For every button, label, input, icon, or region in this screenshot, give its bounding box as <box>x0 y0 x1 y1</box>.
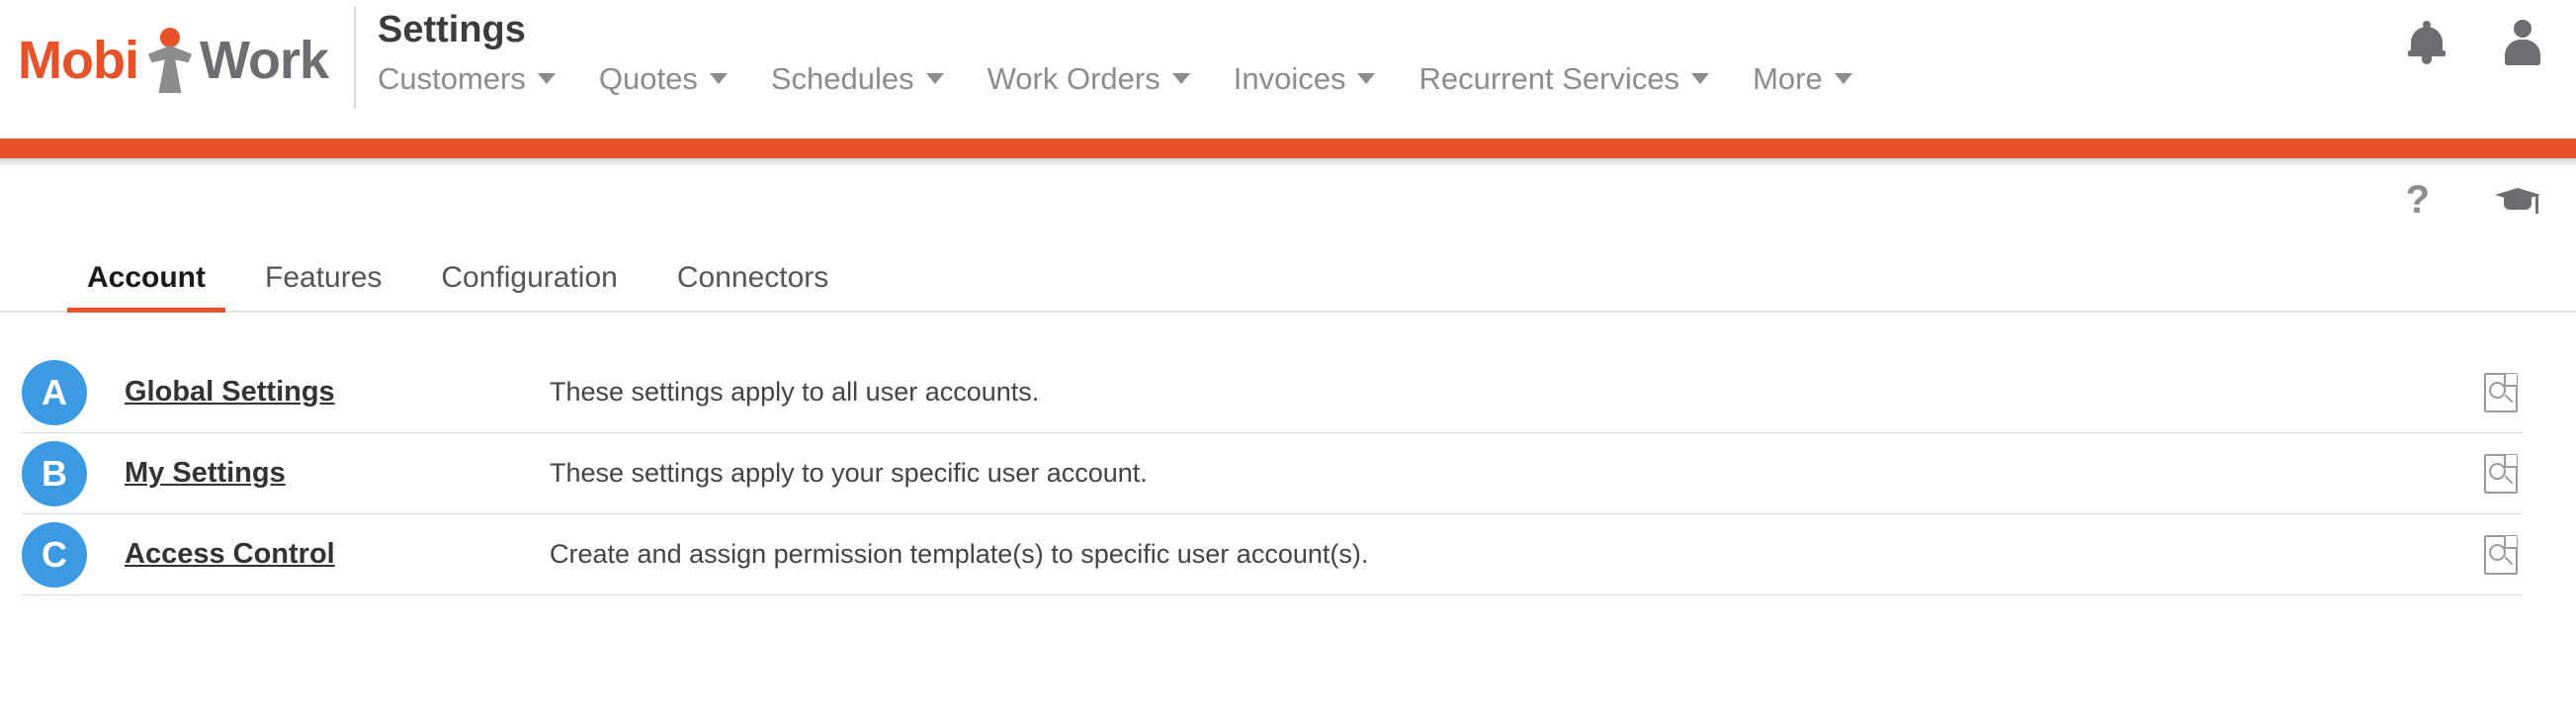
chevron-down-icon <box>710 73 728 84</box>
person-icon <box>138 26 200 95</box>
document-preview-icon[interactable] <box>2484 535 2518 575</box>
utility-row <box>0 168 2576 239</box>
settings-list <box>0 313 2576 595</box>
nav-label-invoices: Invoices <box>1233 60 1346 96</box>
logo-text-work: Work <box>199 31 328 90</box>
nav-label-work-orders: Work Orders <box>987 60 1160 96</box>
accent-bar <box>0 138 2576 158</box>
table-row <box>22 514 2522 595</box>
header-main <box>378 0 2576 101</box>
tab-configuration[interactable]: Configuration <box>441 261 618 294</box>
header-divider <box>354 6 356 109</box>
header-shadow <box>0 158 2576 168</box>
nav-item-customers[interactable] <box>378 57 599 101</box>
global-settings-link[interactable]: Global Settings <box>125 376 335 408</box>
tab-account[interactable]: Account <box>57 261 235 311</box>
logo-text-mobi: Mobi <box>18 31 138 90</box>
mobiwork-logo[interactable] <box>18 0 344 117</box>
my-settings-description: These settings apply to your specific user account. <box>550 458 1148 488</box>
nav-item-more[interactable] <box>1753 57 1896 101</box>
chevron-down-icon <box>926 73 944 84</box>
chevron-down-icon <box>1835 73 1852 84</box>
table-row <box>22 352 2522 433</box>
access-control-description: Create and assign permission template(s) to specific user account(s). <box>550 539 1369 569</box>
nav-item-recurrent-services[interactable] <box>1418 57 1753 101</box>
document-preview-icon[interactable] <box>2484 373 2518 412</box>
app-header <box>0 0 2576 138</box>
nav-label-recurrent-services: Recurrent Services <box>1418 60 1680 96</box>
header-right-icons <box>2408 20 2542 65</box>
tab-connectors[interactable]: Connectors <box>676 261 829 294</box>
chevron-down-icon <box>1172 73 1190 84</box>
main-navigation <box>378 57 2576 101</box>
nav-label-quotes: Quotes <box>598 60 698 96</box>
nav-label-customers: Customers <box>378 60 526 96</box>
chevron-down-icon <box>1691 73 1709 84</box>
nav-item-work-orders[interactable] <box>987 57 1234 101</box>
utility-icons <box>2406 180 2540 220</box>
chevron-down-icon <box>1357 73 1375 84</box>
my-settings-link[interactable]: My Settings <box>125 457 286 489</box>
global-settings-description: These settings apply to all user accounts. <box>550 377 1040 407</box>
graduation-cap-icon[interactable] <box>2495 182 2540 218</box>
tab-features[interactable]: Features <box>265 261 383 294</box>
document-preview-icon[interactable] <box>2484 454 2518 494</box>
table-row <box>22 433 2522 514</box>
chevron-down-icon <box>538 73 556 84</box>
row-badge-c: C <box>22 522 87 588</box>
help-icon[interactable]: ? <box>2405 178 2430 222</box>
settings-tabs <box>0 239 2576 313</box>
access-control-link[interactable]: Access Control <box>125 538 335 570</box>
page-title: Settings <box>378 9 526 50</box>
nav-label-more: More <box>1753 60 1823 96</box>
nav-item-schedules[interactable] <box>771 57 987 101</box>
nav-item-invoices[interactable] <box>1234 57 1419 101</box>
nav-item-quotes[interactable] <box>599 57 771 101</box>
nav-label-schedules: Schedules <box>770 60 914 96</box>
notification-bell-icon[interactable] <box>2408 21 2446 64</box>
row-badge-b: B <box>22 441 87 506</box>
row-badge-a: A <box>22 360 87 425</box>
user-account-icon[interactable] <box>2503 20 2542 65</box>
